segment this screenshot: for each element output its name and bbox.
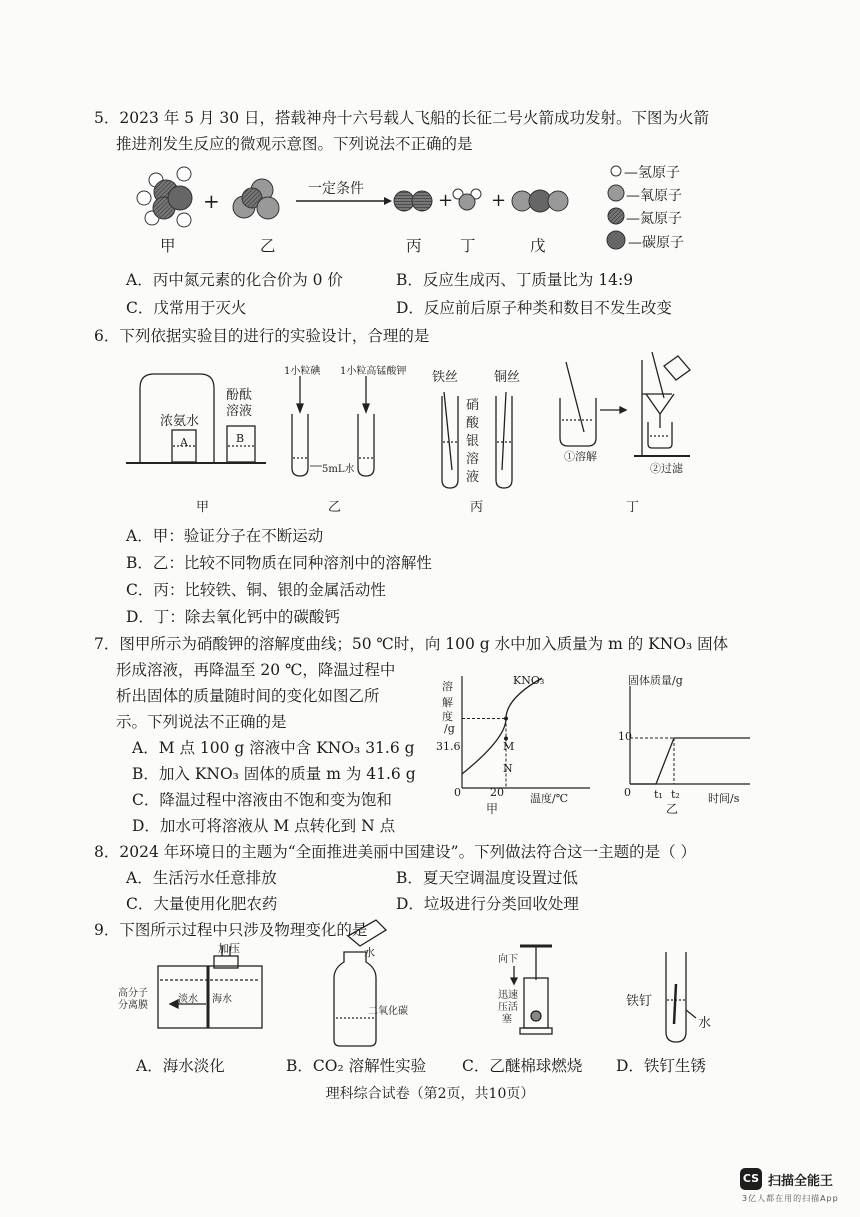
label-ammonia: 浓氨水	[160, 414, 200, 429]
legend-oxygen: —氧原子	[626, 188, 682, 204]
label-ding: 丁	[460, 237, 476, 255]
label-agno3-3: 银	[466, 434, 480, 449]
label-press-2: 迅速	[498, 990, 518, 1001]
chart-jia-xlabel: 温度/℃	[530, 792, 569, 805]
label-yi: 乙	[260, 237, 276, 255]
fig-label-ding: 丁	[626, 500, 640, 515]
q7-stem-line1: 7．图甲所示为硝酸钾的溶解度曲线；50 ℃时，向 100 g 水中加入质量为 m 的 KNO₃ 固体	[94, 635, 729, 653]
plus-sign: +	[438, 190, 454, 211]
chart-jia-ylabel-2: 解	[442, 696, 453, 709]
legend-hydrogen: —氢原子	[624, 165, 680, 181]
legend-nitrogen: —氮原子	[626, 211, 682, 227]
label-press-1: 向下	[498, 954, 518, 965]
chart-jia-caption: 甲	[486, 802, 499, 816]
label-phenol2: 溶液	[226, 404, 253, 419]
chart-jia-ytick: 31.6	[436, 740, 461, 753]
label-filter: ②过滤	[650, 462, 683, 475]
q7-stem-line3: 析出固体的质量随时间的变化如图乙所	[116, 687, 380, 705]
q5-stem-line1: 5．2023 年 5 月 30 日，搭载神舟十六号载人飞船的长征二号火箭成功发射。下图为火箭	[94, 109, 710, 127]
q9-stem: 9．下图所示过程中只涉及物理变化的是	[94, 921, 368, 939]
q7-option-a: A．M 点 100 g 溶液中含 KNO₃ 31.6 g	[132, 739, 415, 757]
q6-option-a: A．甲：验证分子在不断运动	[126, 527, 324, 545]
q5-option-c: C．戊常用于灭火	[126, 299, 247, 317]
q7-option-c: C．降温过程中溶液由不饱和变为饱和	[132, 791, 392, 809]
chart-yi-caption: 乙	[666, 802, 679, 816]
q8-stem: 8．2024 年环境日的主题为“全面推进美丽中国建设”。下列做法符合这一主题的是（ ）	[94, 843, 697, 861]
label-kmno4: 1小粒高锰酸钾	[340, 366, 407, 377]
label-beaker-b: B	[236, 432, 245, 445]
q5-option-b: B．反应生成丙、丁质量比为 14:9	[396, 271, 634, 289]
chart-jia-ylabel-3: 度	[442, 710, 453, 723]
label-membrane-1: 高分子	[118, 988, 148, 999]
label-press-3: 压活	[498, 1002, 518, 1013]
q8-option-b: B．夏天空调温度设置过低	[396, 869, 578, 887]
label-jia: 甲	[160, 237, 176, 255]
q6-stem: 6．下列依据实验目的进行的实验设计，合理的是	[94, 327, 430, 345]
chart-jia-curve-label: KNO₃	[513, 674, 545, 687]
fig-label-yi: 乙	[328, 500, 342, 515]
label-agno3-4: 溶	[466, 452, 480, 467]
q9-option-a: A．海水淡化	[136, 1057, 225, 1075]
q7-stem-line2: 形成溶液，再降温至 20 ℃，降温过程中	[116, 661, 396, 679]
chart-jia-ylabel-1: 溶	[442, 680, 453, 693]
label-agno3-5: 液	[466, 470, 480, 485]
q5-option-a: A．丙中氮元素的化合价为 0 价	[126, 271, 343, 289]
chart-yi-t2: t₂	[671, 788, 680, 801]
fig-label-bing: 丙	[470, 500, 484, 515]
label-cu-wire: 铜丝	[494, 370, 521, 385]
chart-yi-ytick: 10	[618, 730, 632, 743]
q9-option-b: B．CO₂ 溶解性实验	[286, 1057, 427, 1075]
label-agno3-1: 硝	[466, 398, 480, 413]
label-pressure: 加压	[218, 942, 240, 955]
label-water: 水	[364, 946, 375, 959]
page-footer: 理科综合试卷（第2页，共10页）	[325, 1086, 535, 1102]
q6-option-b: B．乙：比较不同物质在同种溶剂中的溶解性	[126, 554, 432, 572]
q8-option-c: C．大量使用化肥农药	[126, 895, 278, 913]
label-press-4: 塞	[502, 1014, 512, 1025]
q6-option-c: C．丙：比较铁、铜、银的金属活动性	[126, 581, 386, 599]
label-fresh-water: 淡水	[178, 994, 198, 1005]
label-water-5ml: 5mL水	[322, 464, 355, 475]
chart-jia-origin: 0	[454, 786, 461, 799]
label-dissolve: ①溶解	[564, 450, 597, 463]
chart-jia-xtick: 20	[490, 786, 504, 799]
label-iodine: 1小粒碘	[284, 366, 321, 377]
label-agno3-2: 酸	[466, 416, 480, 431]
q7-stem-line4: 示。下列说法不正确的是	[116, 713, 287, 731]
q5-option-d: D．反应前后原子种类和数目不发生改变	[396, 299, 672, 317]
q7-option-d: D．加水可将溶液从 M 点转化到 N 点	[132, 817, 396, 835]
label-fe-wire: 铁丝	[432, 370, 459, 385]
label-water-2: 水	[698, 1016, 712, 1031]
chart-yi-origin: 0	[624, 786, 631, 799]
label-membrane-2: 分离膜	[118, 1000, 148, 1011]
q8-option-a: A．生活污水任意排放	[126, 869, 277, 887]
fig-label-jia: 甲	[196, 500, 210, 515]
chart-jia-ylabel-4: /g	[444, 722, 455, 735]
plus-sign: +	[203, 189, 220, 213]
q9-option-c: C．乙醚棉球燃烧	[462, 1057, 583, 1075]
reaction-condition: 一定条件	[308, 181, 364, 197]
plus-sign: +	[491, 190, 507, 211]
camscanner-brand: 扫描全能王	[768, 1174, 834, 1189]
label-nail: 铁钉	[626, 994, 653, 1009]
label-beaker-a: A	[180, 436, 188, 449]
legend-carbon: —碳原子	[628, 235, 684, 251]
label-co2: 二氧化碳	[368, 1006, 408, 1017]
q6-option-d: D．丁：除去氧化钙中的碳酸钙	[126, 608, 340, 626]
q5-stem-line2: 推进剂发生反应的微观示意图。下列说法不正确的是	[116, 135, 473, 153]
label-wu: 戊	[530, 237, 546, 255]
camscanner-logo-icon: CS	[740, 1168, 762, 1190]
camscanner-tagline: 3亿人都在用的扫描App	[742, 1194, 839, 1203]
q8-option-d: D．垃圾进行分类回收处理	[396, 895, 579, 913]
chart-yi-t1: t₁	[654, 788, 663, 801]
q7-option-b: B．加入 KNO₃ 固体的质量 m 为 41.6 g	[132, 765, 416, 783]
chart-jia-point-m: M	[503, 740, 515, 753]
label-sea-water: 海水	[212, 994, 232, 1005]
label-bing: 丙	[406, 237, 422, 255]
chart-yi-ylabel: 固体质量/g	[628, 674, 683, 687]
chart-yi-xlabel: 时间/s	[708, 792, 740, 805]
label-phenol: 酚酞	[226, 388, 253, 403]
q9-option-d: D．铁钉生锈	[616, 1057, 706, 1075]
chart-jia-point-n: N	[503, 762, 513, 775]
